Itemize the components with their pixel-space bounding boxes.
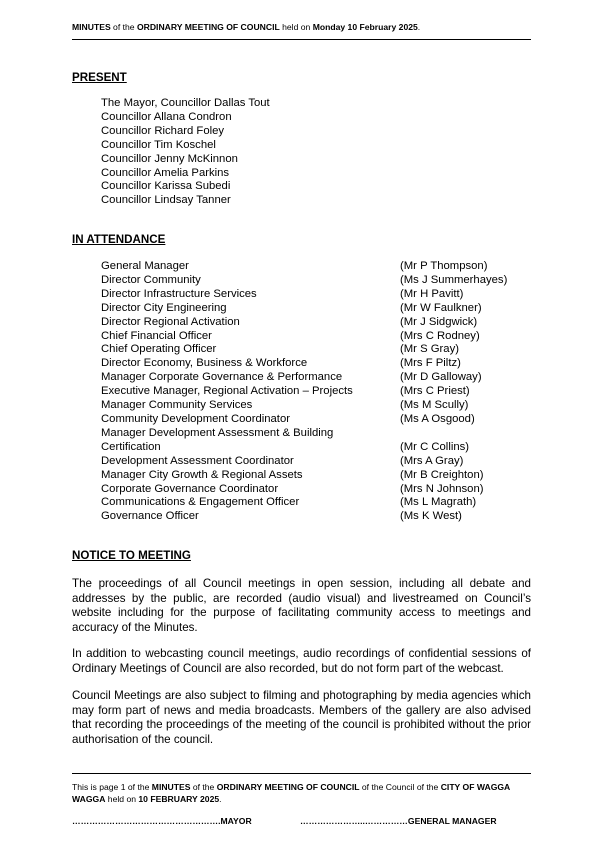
attendance-role: Manager Corporate Governance & Performance bbox=[101, 371, 343, 384]
attendance-list bbox=[101, 260, 531, 524]
footer-text: held on bbox=[105, 794, 139, 804]
present-list bbox=[101, 97, 270, 208]
attendance-role: Governance Officer bbox=[101, 510, 199, 523]
notice-paragraph: In addition to webcasting council meetings, audio recordings of confidential sessions of Ordinary Meetings of Council are also recorded, but do not form part of the webcast. bbox=[72, 647, 531, 675]
attendance-person: (Mrs A Gray) bbox=[400, 454, 464, 467]
notice-paragraph: Council Meetings are also subject to filming and photographing by media agencies which may form part of news and media broadcasts. Members of the gallery are also advised that recording the proceedings of the meeting of the council is prohibited without the prior authorisation of the council. bbox=[72, 689, 531, 746]
footer-text: This is page 1 of the bbox=[72, 782, 152, 792]
footer-text: . bbox=[219, 794, 222, 804]
attendance-row bbox=[101, 371, 531, 385]
page-footer bbox=[72, 781, 531, 805]
attendance-role: Certification bbox=[101, 440, 161, 453]
attendance-row bbox=[101, 274, 531, 288]
footer-date: 10 FEBRUARY 2025 bbox=[138, 794, 220, 804]
attendance-person: (Mr S Gray) bbox=[400, 343, 459, 356]
attendance-row bbox=[101, 357, 531, 371]
attendance-person: (Ms L Magrath) bbox=[400, 496, 477, 509]
footer-divider bbox=[72, 773, 531, 774]
present-member: Councillor Amelia Parkins bbox=[101, 166, 230, 179]
attendance-person: (Mrs C Priest) bbox=[400, 385, 470, 398]
attendance-role: Community Development Coordinator bbox=[101, 412, 290, 425]
attendance-row bbox=[101, 385, 531, 399]
footer-council-name: CITY OF WAGGA WAGGA bbox=[72, 782, 510, 804]
attendance-role: General Manager bbox=[101, 260, 189, 272]
notice-paragraph: The proceedings of all Council meetings in open session, including all debate and addresses by the public, are recorded (audio visual) and livestreamed on Council’s website including for the purpose of facilitating community access to meetings and accuracy of the Minutes. bbox=[72, 577, 531, 634]
attendance-role: Director City Engineering bbox=[101, 301, 227, 314]
attendance-role: Manager Community Services bbox=[101, 399, 253, 412]
footer-meeting: ORDINARY MEETING OF COUNCIL bbox=[216, 782, 360, 792]
present-member: Councillor Allana Condron bbox=[101, 110, 232, 123]
attendance-row bbox=[101, 427, 531, 441]
attendance-person: (Ms J Summerhayes) bbox=[400, 273, 508, 286]
present-member: Councillor Richard Foley bbox=[101, 124, 225, 137]
footer-text: of the bbox=[190, 782, 217, 792]
attendance-person: (Mr P Thompson) bbox=[400, 260, 488, 272]
attendance-person: (Mr J Sidgwick) bbox=[400, 315, 478, 328]
attendance-role: Chief Financial Officer bbox=[101, 329, 212, 342]
header-date: Monday 10 February 2025 bbox=[312, 22, 418, 32]
attendance-row bbox=[101, 343, 531, 357]
attendance-role: Director Economy, Business & Workforce bbox=[101, 357, 308, 370]
attendance-role: Executive Manager, Regional Activation – Projects bbox=[101, 385, 353, 398]
notice-heading: NOTICE TO MEETING bbox=[72, 549, 191, 562]
attendance-person: (Mr B Creighton) bbox=[400, 468, 484, 481]
present-member: Councillor Lindsay Tanner bbox=[101, 194, 231, 207]
header-text: . bbox=[417, 22, 421, 32]
attendance-row bbox=[101, 496, 531, 510]
attendance-row bbox=[101, 455, 531, 469]
header-text: held on bbox=[279, 22, 313, 32]
attendance-row bbox=[101, 302, 531, 316]
attendance-row bbox=[101, 316, 531, 330]
attendance-person: (Mrs N Johnson) bbox=[400, 482, 484, 495]
attendance-role: Director Infrastructure Services bbox=[101, 287, 257, 300]
attendance-role: Manager Development Assessment & Building bbox=[101, 426, 334, 439]
attendance-row bbox=[101, 469, 531, 483]
attendance-role: Chief Operating Officer bbox=[101, 343, 217, 356]
attendance-row bbox=[101, 441, 531, 455]
present-member: Councillor Tim Koschel bbox=[101, 138, 216, 151]
attendance-row bbox=[101, 260, 531, 274]
page-header bbox=[72, 22, 530, 32]
attendance-row bbox=[101, 399, 531, 413]
header-text: of the bbox=[110, 22, 137, 32]
attendance-person: (Ms M Scully) bbox=[400, 399, 469, 412]
mayor-signature-line: …………………………………………….MAYOR bbox=[72, 816, 252, 826]
attendance-role: Director Regional Activation bbox=[101, 315, 240, 328]
attendance-row bbox=[101, 483, 531, 497]
present-member: Councillor Jenny McKinnon bbox=[101, 152, 238, 165]
footer-minutes: MINUTES bbox=[151, 782, 191, 792]
present-heading: PRESENT bbox=[72, 71, 127, 84]
general-manager-signature-line: …………………..……………GENERAL MANAGER bbox=[300, 816, 497, 826]
header-meeting: ORDINARY MEETING OF COUNCIL bbox=[136, 22, 280, 32]
attendance-person: (Mrs C Rodney) bbox=[400, 329, 480, 342]
attendance-role: Development Assessment Coordinator bbox=[101, 454, 294, 467]
attendance-person: (Mr D Galloway) bbox=[400, 371, 482, 384]
attendance-person: (Ms K West) bbox=[400, 510, 462, 523]
footer-text: of the Council of the bbox=[359, 782, 441, 792]
attendance-row bbox=[101, 510, 531, 524]
attendance-row bbox=[101, 330, 531, 344]
attendance-role: Corporate Governance Coordinator bbox=[101, 482, 279, 495]
header-divider bbox=[72, 39, 531, 40]
attendance-role: Director Community bbox=[101, 273, 201, 286]
attendance-row bbox=[101, 288, 531, 302]
attendance-row bbox=[101, 413, 531, 427]
attendance-heading: IN ATTENDANCE bbox=[72, 233, 166, 246]
attendance-role: Manager City Growth & Regional Assets bbox=[101, 468, 303, 481]
present-member: The Mayor, Councillor Dallas Tout bbox=[101, 97, 270, 109]
header-minutes: MINUTES bbox=[72, 22, 111, 32]
attendance-person: (Mrs F Piltz) bbox=[400, 357, 461, 370]
attendance-person: (Ms A Osgood) bbox=[400, 412, 475, 425]
attendance-person: (Mr C Collins) bbox=[400, 440, 470, 453]
present-member: Councillor Karissa Subedi bbox=[101, 180, 231, 193]
attendance-person: (Mr W Faulkner) bbox=[400, 301, 482, 314]
attendance-person: (Mr H Pavitt) bbox=[400, 287, 464, 300]
attendance-role: Communications & Engagement Officer bbox=[101, 496, 300, 509]
